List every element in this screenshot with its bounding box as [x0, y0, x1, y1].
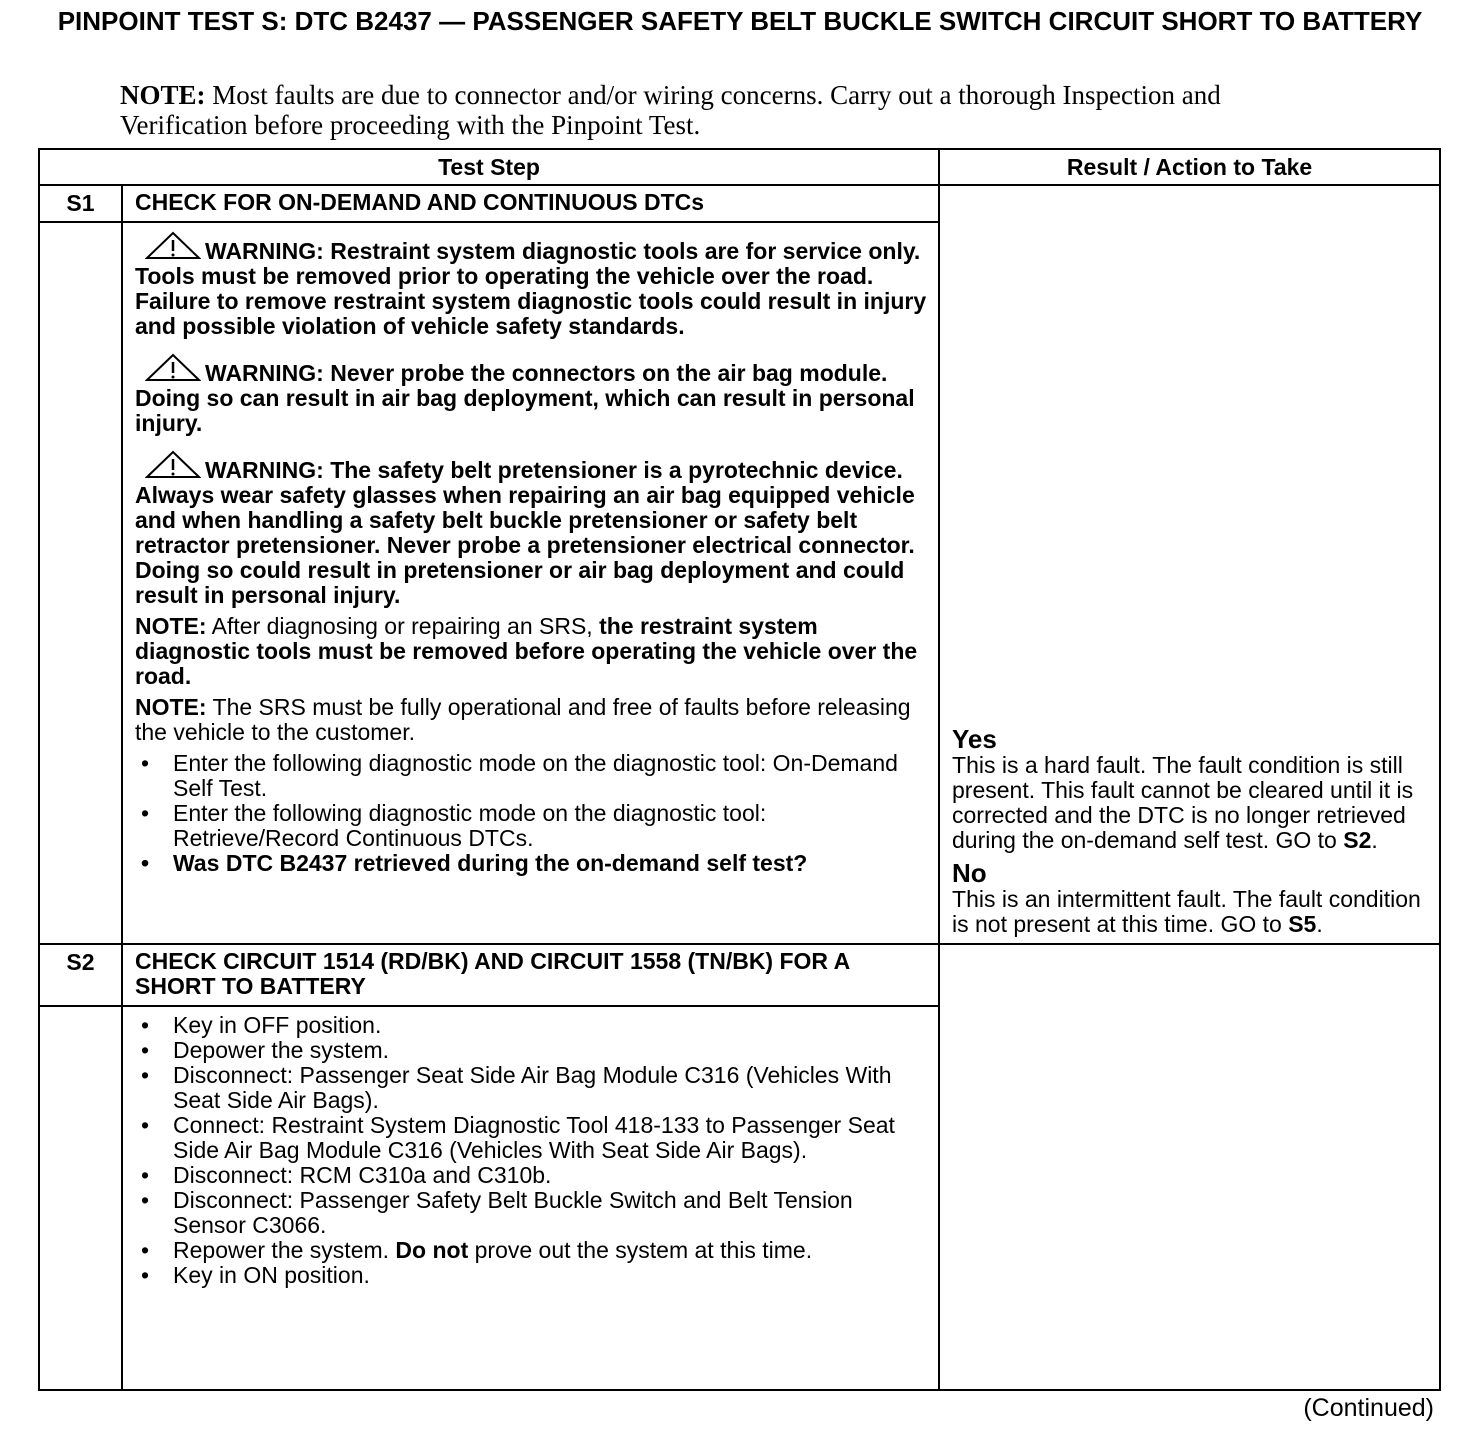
step-id-blank-s2	[39, 1006, 122, 1390]
page-title: PINPOINT TEST S: DTC B2437 — PASSENGER SAFETY BELT BUCKLE SWITCH CIRCUIT SHORT TO BATTERY	[57, 6, 1423, 36]
list-item: • Disconnect: RCM C310a and C310b.	[135, 1163, 928, 1188]
result-yes-label: Yes	[952, 724, 997, 754]
warning-triangle-icon	[145, 353, 201, 383]
result-no-label: No	[952, 858, 987, 888]
list-item: • Connect: Restraint System Diagnostic Tool 418-133 to Passenger Seat Side Air Bag Module C316 (Vehicles With Seat Side Air Bags).	[135, 1113, 928, 1163]
list-item: • Key in OFF position.	[135, 1013, 928, 1038]
list-item: • Disconnect: Passenger Safety Belt Buckle Switch and Belt Tension Sensor C3066.	[135, 1188, 928, 1238]
list-item: • Disconnect: Passenger Seat Side Air Bag Module C316 (Vehicles With Seat Side Air Bags).	[135, 1063, 928, 1113]
list-item: • Enter the following diagnostic mode on the diagnostic tool: Retrieve/Record Continuous DTCs.	[135, 801, 928, 851]
step-id-s1: S1	[39, 185, 122, 222]
result-cell-s1	[939, 185, 1440, 944]
s1-bullet-list	[135, 751, 928, 876]
note-srs-tools: NOTE: After diagnosing or repairing an SRS, the restraint system diagnostic tools must be removed before operating the vehicle over the road.	[135, 613, 918, 689]
goto-s2-link: S2	[1343, 827, 1372, 853]
step-id-blank-s1	[39, 222, 122, 944]
warning-block-1: WARNING: Restraint system diagnostic tools are for service only. Tools must be removed prior to operating the vehicle over the road. Failure to remove restraint system diagnostic tools could result in injury and possible violation of vehicle safety standards.	[135, 231, 928, 339]
result-no-text: This is an intermittent fault. The fault condition is not present at this time. GO to S5.	[952, 886, 1421, 937]
intro-note	[120, 80, 1260, 140]
list-item: • Repower the system. Do not prove out the system at this time.	[135, 1238, 928, 1263]
result-cell-s2	[939, 944, 1440, 1390]
list-item: • Was DTC B2437 retrieved during the on-demand self test?	[135, 851, 928, 876]
s2-bullet-list	[135, 1013, 928, 1288]
list-item: • Enter the following diagnostic mode on the diagnostic tool: On-Demand Self Test.	[135, 751, 928, 801]
list-item: • Depower the system.	[135, 1038, 928, 1063]
note-srs-operational: NOTE: The SRS must be fully operational and free of faults before releasing the vehicle to the customer.	[135, 694, 911, 745]
step-title-s1: CHECK FOR ON-DEMAND AND CONTINUOUS DTCs	[122, 185, 939, 222]
warning-triangle-icon	[145, 450, 201, 480]
step-id-s2: S2	[39, 944, 122, 1006]
warning-block-2: WARNING: Never probe the connectors on the air bag module. Doing so can result in air bag deployment, which can result in personal injury.	[135, 353, 928, 436]
warning-triangle-icon	[145, 231, 201, 261]
header-result: Result / Action to Take	[939, 149, 1440, 185]
pinpoint-table	[38, 148, 1441, 1391]
goto-s5-link: S5	[1288, 911, 1317, 937]
result-yes-text: This is a hard fault. The fault condition is still present. This fault cannot be cleared until it is corrected and the DTC is no longer retrieved during the on-demand self test. GO to S2.	[952, 752, 1414, 853]
note-text: Most faults are due to connector and/or wiring concerns. Carry out a thorough Inspection and Verification before proceeding with the Pinpoint Test.	[120, 80, 1221, 140]
warning-block-3: WARNING: The safety belt pretensioner is a pyrotechnic device. Always wear safety glasses when repairing an air bag equipped vehicle and when handling a safety belt buckle pretensioner or safety belt retractor pretensioner. Never probe a pretensioner electrical connector. Doing so could result in pretensioner or air bag deployment and could result in personal injury.	[135, 450, 928, 608]
list-item: • Key in ON position.	[135, 1263, 928, 1288]
step-body-s1	[122, 222, 939, 944]
note-label: NOTE:	[120, 80, 206, 110]
step-title-s2: CHECK CIRCUIT 1514 (RD/BK) AND CIRCUIT 1558 (TN/BK) FOR A SHORT TO BATTERY	[122, 944, 939, 1006]
continued-label: (Continued)	[1303, 1394, 1434, 1422]
step-body-s2	[122, 1006, 939, 1390]
header-test-step: Test Step	[39, 149, 939, 185]
